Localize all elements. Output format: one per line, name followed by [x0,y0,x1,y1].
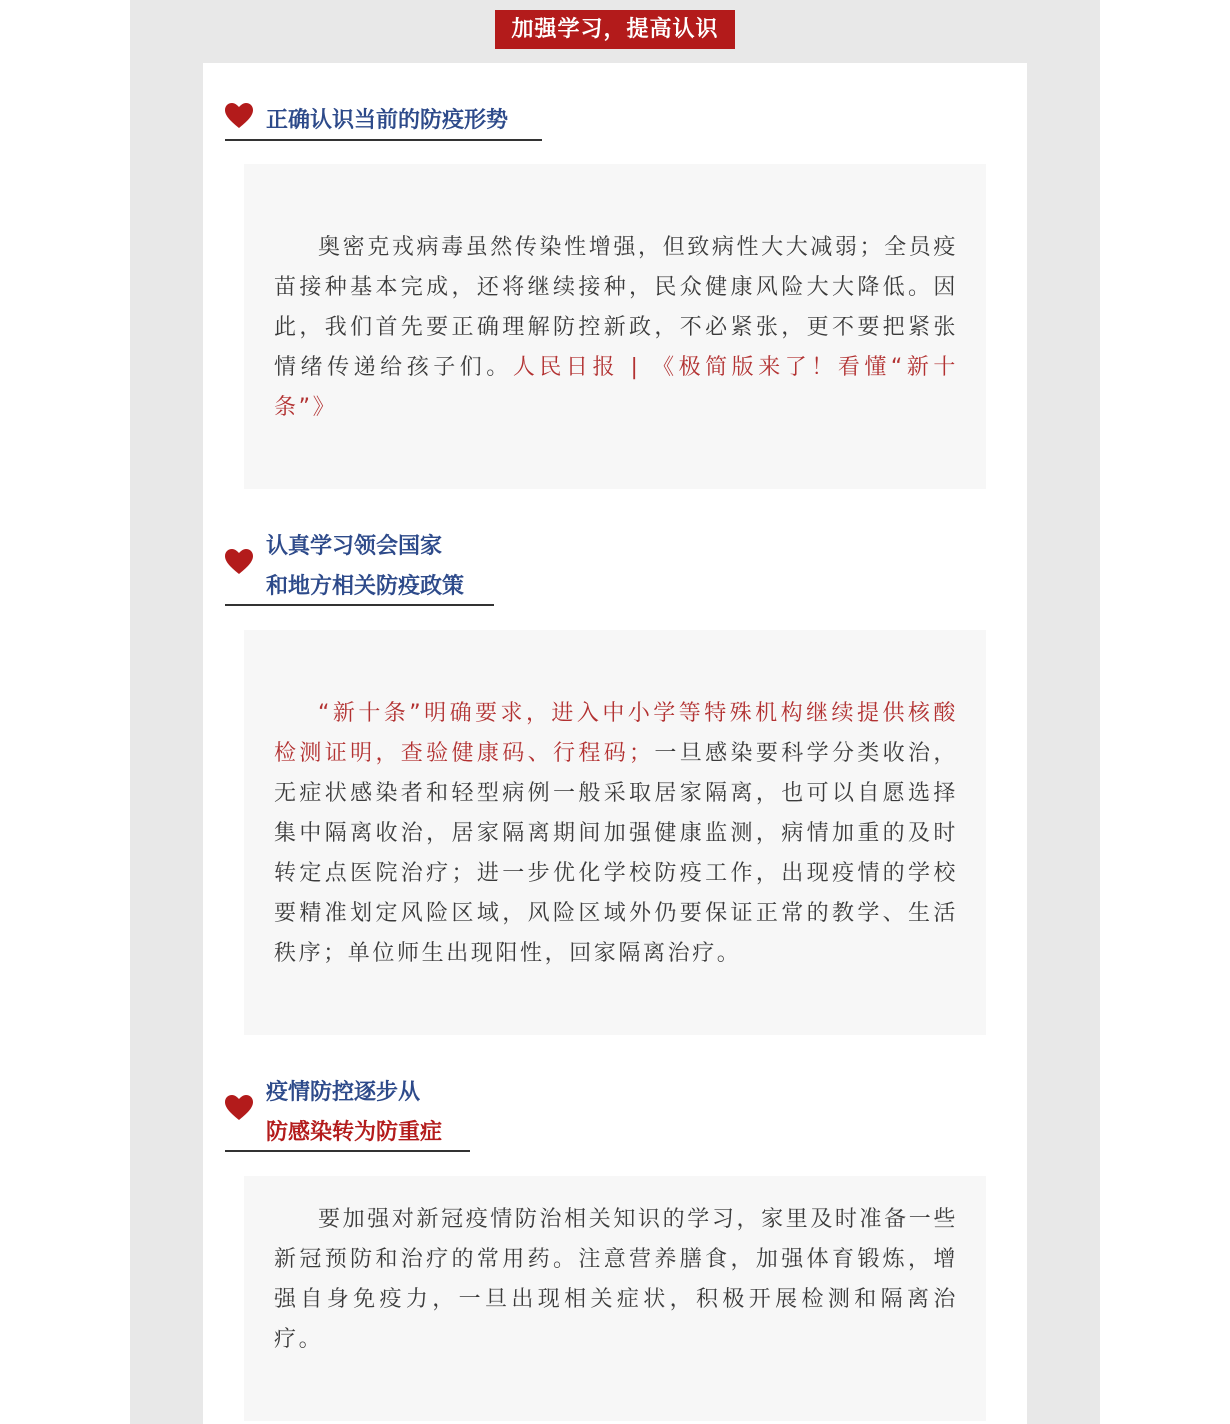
section-3-underline [225,1150,470,1152]
section-3-heading-line-1: 疫情防控逐步从 [266,1080,421,1105]
section-3-paragraph [274,1200,958,1360]
section-3-text: 要加强对新冠疫情防治相关知识的学习，家里及时准备一些新冠预防和治疗的常用药。注意营养膳食，加强体育锻炼，增强自身免疫力，一旦出现相关症状，积极开展检测和隔离治疗。 [274,1207,958,1352]
section-banner: 加强学习，提高认识 [495,10,735,49]
section-1-heading: 正确认识当前的防疫形势 [266,108,509,133]
section-2-highlight: “新十条”明确要求，进入中小学等特殊机构继续提供核酸检测证明，查验健康码、行程码； [274,701,958,766]
section-2-paragraph [274,694,958,974]
section-3-heading-line-2: 防感染转为防重症 [266,1120,443,1145]
section-2-heading-line-1: 认真学习领会国家 [266,534,443,559]
heart-icon [225,103,253,129]
section-2-text: 一旦感染要科学分类收治，无症状感染者和轻型病例一般采取居家隔离，也可以自愿选择集中隔离收治，居家隔离期间加强健康监测，病情加重的及时转定点医院治疗；进一步优化学校防疫工作，出现疫情的学校要精准划定风险区域，风险区域外仍要保证正常的教学、生活秩序；单位师生出现阳性，回家隔离治疗。 [274,741,958,966]
section-1-text: 奥密克戎病毒虽然传染性增强，但致病性大大减弱；全员疫苗接种基本完成，还将继续接种，民众健康风险大大降低。因此，我们首先要正确理解防控新政，不必紧张，更不要把紧张情绪传递给孩子们。 [274,235,958,380]
article-link[interactable]: 人民日报 | 《极简版来了！看懂“新十条”》 [274,355,958,420]
section-1-paragraph [274,228,958,428]
section-2-heading-line-2: 和地方相关防疫政策 [266,574,465,599]
section-2-underline [225,604,494,606]
heart-icon [225,1095,253,1121]
section-1-underline [225,139,542,141]
heart-icon [225,549,253,575]
